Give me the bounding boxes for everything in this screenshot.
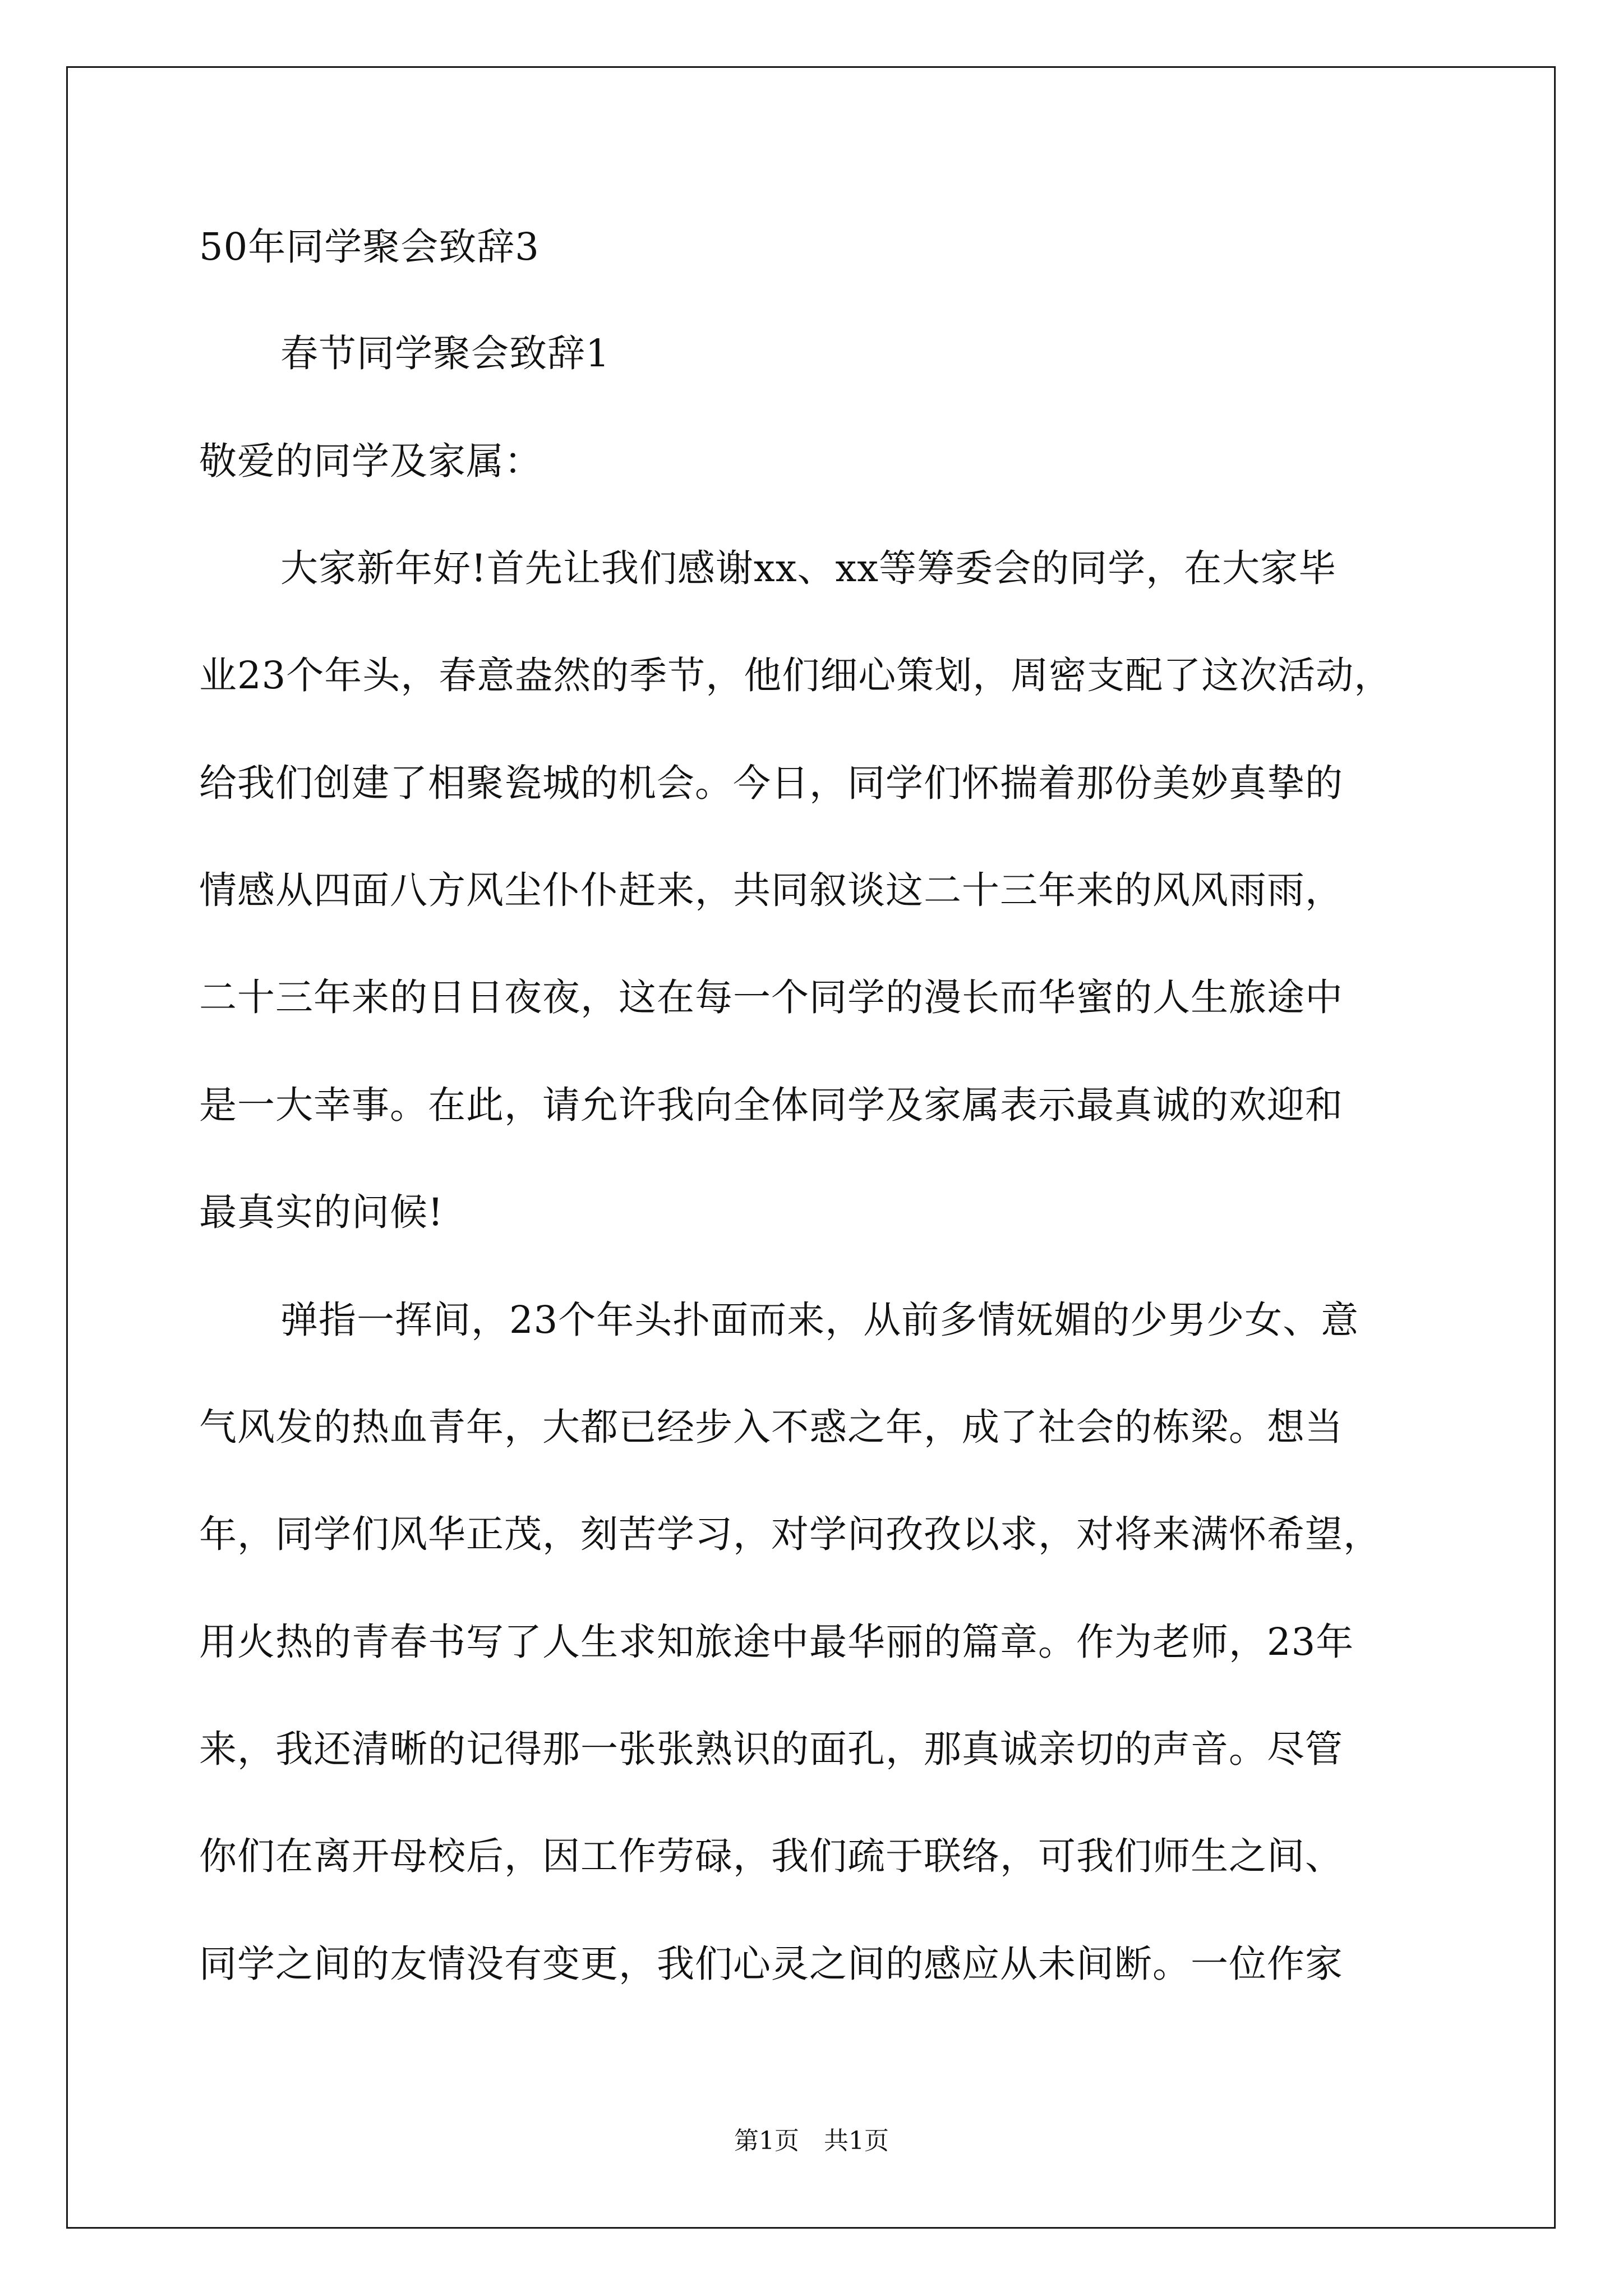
paragraph-1-line-2: 业23个年头，春意盎然的季节，他们细心策划，周密支配了这次活动， (199, 654, 1393, 697)
salutation: 敬爱的同学及家属： (199, 439, 542, 483)
paragraph-1-line-4: 情感从四面八方风尘仆仆赶来，共同叙谈这二十三年来的风风雨雨， (199, 868, 1343, 912)
paragraph-2-line-1: 弹指一挥间，23个年头扑面而来，从前多情妩媚的少男少女、意 (280, 1298, 1359, 1342)
paragraph-1-line-3: 给我们创建了相聚瓷城的机会。今日，同学们怀揣着那份美妙真挚的 (199, 761, 1343, 805)
section-heading: 春节同学聚会致辞1 (280, 332, 610, 375)
page-number: 第1页 (734, 2127, 799, 2155)
page-border (66, 66, 1556, 2229)
paragraph-1-line-5: 二十三年来的日日夜夜，这在每一个同学的漫长而华蜜的人生旅途中 (199, 976, 1343, 1019)
paragraph-1-line-7: 最真实的问候! (199, 1190, 444, 1234)
page-total: 共1页 (824, 2127, 889, 2155)
paragraph-2-line-4: 用火热的青春书写了人生求知旅途中最华丽的篇章。作为老师，23年 (199, 1620, 1354, 1664)
paragraph-2-line-3: 年，同学们风华正茂，刻苦学习，对学问孜孜以求，对将来满怀希望， (199, 1512, 1381, 1556)
page-footer (0, 2127, 1623, 2155)
paragraph-2-line-5: 来，我还清晰的记得那一张张熟识的面孔，那真诚亲切的声音。尽管 (199, 1727, 1343, 1771)
document-title: 50年同学聚会致辞3 (199, 225, 540, 269)
paragraph-1-line-6: 是一大幸事。在此，请允许我向全体同学及家属表示最真诚的欢迎和 (199, 1083, 1343, 1127)
paragraph-2-line-6: 你们在离开母校后，因工作劳碌，我们疏于联络，可我们师生之间、 (199, 1834, 1343, 1878)
paragraph-1-line-1: 大家新年好!首先让我们感谢xx、xx等筹委会的同学，在大家毕 (280, 546, 1337, 590)
paragraph-2-line-7: 同学之间的友情没有变更，我们心灵之间的感应从未间断。一位作家 (199, 1942, 1343, 1986)
paragraph-2-line-2: 气风发的热血青年，大都已经步入不惑之年，成了社会的栋梁。想当 (199, 1405, 1343, 1449)
